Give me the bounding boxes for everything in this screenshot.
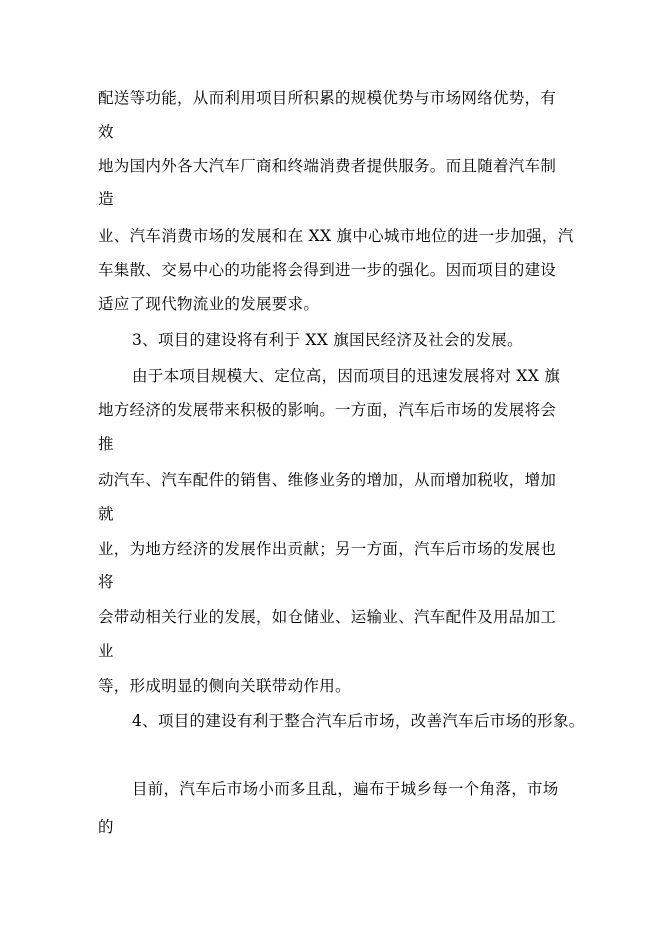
text-line: 就 (98, 505, 114, 523)
text-line: 等，形成明显的侧向关联带动作用。 (98, 677, 351, 695)
text-line: 地为国内外各大汽车厂商和终端消费者提供服务。而且随着汽车制 (98, 157, 557, 175)
text-line: 业 (98, 642, 114, 660)
text-line: 效 (98, 123, 114, 141)
text-line: 动汽车、汽车配件的销售、维修业务的增加，从而增加税收，增加 (98, 471, 557, 489)
text-line: 会带动相关行业的发展，如仓储业、运输业、汽车配件及用品加工 (98, 608, 557, 626)
text-line: 车集散、交易中心的功能将会得到进一步的强化。因而项目的建设 (98, 261, 557, 279)
text-line: 4、项目的建设有利于整合汽车后市场，改善汽车后市场的形象。 (132, 712, 585, 730)
text-line: 推 (98, 435, 114, 453)
text-line: 业，为地方经济的发展作出贡献；另一方面，汽车后市场的发展也 (98, 540, 557, 558)
text-line: 的 (98, 818, 114, 836)
text-line: 目前，汽车后市场小而多且乱，遍布于城乡每一个角落，市场 (132, 780, 559, 798)
text-line: 将 (98, 573, 114, 591)
text-line: 适应了现代物流业的发展要求。 (98, 295, 320, 313)
text-line: 3、项目的建设将有利于 XX 旗国民经济及社会的发展。 (132, 331, 523, 349)
text-line: 配送等功能，从而利用项目所积累的规模优势与市场网络优势，有 (98, 89, 557, 107)
text-line: 造 (98, 190, 114, 208)
text-line: 业、汽车消费市场的发展和在 XX 旗中心城市地位的进一步加强，汽 (98, 227, 574, 245)
text-line: 由于本项目规模大、定位高，因而项目的迅速发展将对 XX 旗 (132, 367, 561, 385)
text-line: 地方经济的发展带来积极的影响。一方面，汽车后市场的发展将会 (98, 401, 557, 419)
